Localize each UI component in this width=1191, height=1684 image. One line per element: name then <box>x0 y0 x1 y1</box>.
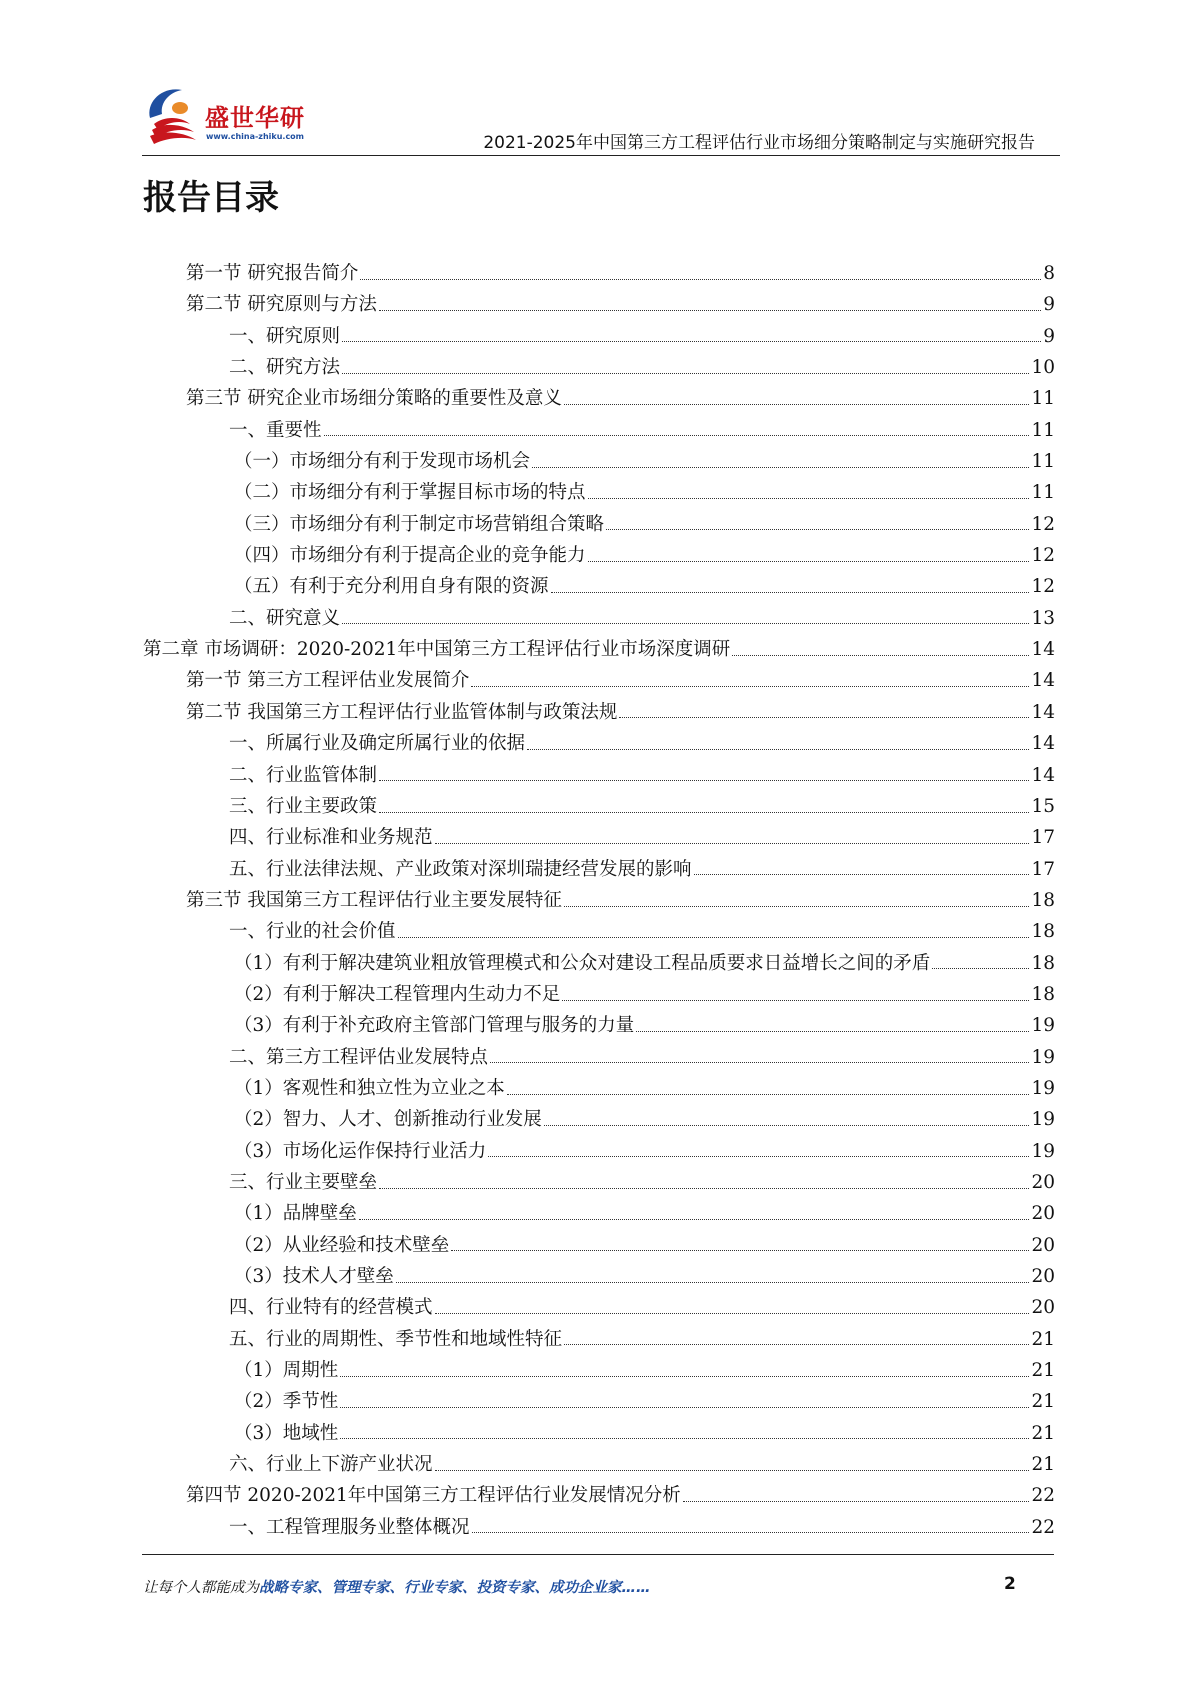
toc-entry-title: （3）市场化运作保持行业活力 <box>234 1140 487 1162</box>
toc-entry[interactable] <box>143 1199 1055 1230</box>
toc-entry[interactable] <box>143 1513 1055 1544</box>
logo-name: 盛世华研 <box>205 104 305 132</box>
toc-entry[interactable] <box>143 1137 1055 1168</box>
toc-leader-dots <box>379 811 1029 813</box>
toc-entry-page: 11 <box>1031 451 1055 473</box>
toc-entry-title: 二、研究意义 <box>229 607 341 629</box>
toc-entry-page: 13 <box>1031 607 1055 629</box>
toc-entry-page: 12 <box>1031 576 1055 598</box>
toc-entry[interactable] <box>143 1450 1055 1481</box>
toc-entry-title: 一、重要性 <box>229 419 322 441</box>
toc-entry-title: 六、行业上下游产业状况 <box>229 1454 433 1476</box>
toc-entry[interactable] <box>143 322 1055 353</box>
toc-entry[interactable] <box>143 510 1055 541</box>
toc-leader-dots <box>527 748 1029 750</box>
toc-entry-title: （2）有利于解决工程管理内生动力不足 <box>234 983 561 1005</box>
toc-leader-dots <box>324 434 1030 436</box>
toc-entry[interactable] <box>143 1011 1055 1042</box>
toc-leader-dots <box>340 1375 1029 1377</box>
toc-entry-title: 一、行业的社会价值 <box>229 921 396 943</box>
toc-leader-dots <box>472 1531 1030 1533</box>
page-number: 2 <box>1004 1574 1016 1594</box>
toc-leader-dots <box>564 403 1030 405</box>
toc-entry[interactable] <box>143 792 1055 823</box>
toc-entry[interactable] <box>143 353 1055 384</box>
toc-entry[interactable] <box>143 666 1055 697</box>
toc-entry[interactable] <box>143 1105 1055 1136</box>
toc-entry[interactable] <box>143 949 1055 980</box>
toc-entry-title: 一、研究原则 <box>229 325 341 347</box>
toc-entry-title: 一、所属行业及确定所属行业的依据 <box>229 733 526 755</box>
footer-slogan-prefix: 让每个人都能成为 <box>143 1580 259 1596</box>
toc-entry[interactable] <box>143 729 1055 760</box>
toc-entry-page: 21 <box>1031 1328 1055 1350</box>
toc-leader-dots <box>379 779 1029 781</box>
toc-entry-page: 21 <box>1031 1454 1055 1476</box>
toc-leader-dots <box>435 1469 1030 1471</box>
toc-entry-page: 22 <box>1031 1485 1055 1507</box>
toc-leader-dots <box>588 560 1030 562</box>
toc-entry[interactable] <box>143 635 1055 666</box>
toc-entry-page: 20 <box>1031 1171 1055 1193</box>
toc-entry-page: 21 <box>1031 1422 1055 1444</box>
toc-entry-page: 8 <box>1043 263 1055 284</box>
footer-slogan-highlight: 战略专家、管理专家、行业专家、投资专家、成功企业家…… <box>259 1580 651 1596</box>
page-title: 报告目录 <box>143 178 279 218</box>
toc-entry[interactable] <box>143 761 1055 792</box>
toc-leader-dots <box>398 936 1030 938</box>
toc-entry-page: 21 <box>1031 1360 1055 1382</box>
toc-entry[interactable] <box>143 604 1055 635</box>
toc-entry[interactable] <box>143 384 1055 415</box>
toc-entry-page: 19 <box>1031 1015 1055 1037</box>
toc-entry[interactable] <box>143 1168 1055 1199</box>
toc-entry-page: 22 <box>1031 1516 1055 1538</box>
toc-leader-dots <box>683 1500 1030 1502</box>
toc-leader-dots <box>564 1343 1029 1345</box>
toc-entry-title: （五）有利于充分利用自身有限的资源 <box>234 576 549 598</box>
toc-entry[interactable] <box>143 447 1055 478</box>
toc-entry[interactable] <box>143 698 1055 729</box>
toc-entry-title: （1）品牌壁垒 <box>234 1203 357 1225</box>
toc-entry[interactable] <box>143 541 1055 572</box>
toc-leader-dots <box>379 309 1041 311</box>
toc-entry-title: 二、研究方法 <box>229 357 341 379</box>
report-title: 2021-2025年中国第三方工程评估行业市场细分策略制定与实施研究报告 <box>483 133 1035 153</box>
toc-leader-dots <box>488 1155 1029 1157</box>
toc-leader-dots <box>342 340 1041 342</box>
toc-entry-page: 10 <box>1031 357 1055 379</box>
toc-leader-dots <box>360 278 1041 280</box>
toc-leader-dots <box>342 372 1029 374</box>
toc-entry-page: 12 <box>1031 545 1055 567</box>
toc-entry-title: （1）客观性和独立性为立业之本 <box>234 1077 505 1099</box>
toc-entry-title: 四、行业特有的经营模式 <box>229 1297 433 1319</box>
toc-leader-dots <box>732 654 1029 656</box>
toc-entry-page: 18 <box>1031 952 1055 974</box>
toc-entry[interactable] <box>143 416 1055 447</box>
toc-entry-page: 11 <box>1031 482 1055 504</box>
toc-entry[interactable] <box>143 1387 1055 1418</box>
toc-entry-title: 第三节 我国第三方工程评估行业主要发展特征 <box>186 889 562 911</box>
toc-entry[interactable] <box>143 823 1055 854</box>
toc-entry-page: 18 <box>1031 983 1055 1005</box>
toc-leader-dots <box>379 1187 1029 1189</box>
toc-entry[interactable] <box>143 1074 1055 1105</box>
toc-entry[interactable] <box>143 886 1055 917</box>
logo-url: www.china-zhiku.com <box>206 132 305 141</box>
toc-entry[interactable] <box>143 1293 1055 1324</box>
toc-entry-page: 17 <box>1031 827 1055 849</box>
toc-entry-page: 14 <box>1031 639 1055 661</box>
toc-entry-title: （3）技术人才壁垒 <box>234 1266 394 1287</box>
toc-leader-dots <box>396 1281 1030 1283</box>
toc-entry[interactable] <box>143 290 1055 321</box>
toc-entry-title: 第一节 第三方工程评估业发展简介 <box>186 670 470 692</box>
toc-entry-title: 三、行业主要政策 <box>229 795 378 817</box>
toc-entry-page: 14 <box>1031 733 1055 755</box>
toc-leader-dots <box>562 999 1029 1001</box>
toc-entry-page: 18 <box>1031 889 1055 911</box>
toc-entry-title: 第二节 我国第三方工程评估行业监管体制与政策法规 <box>186 701 618 723</box>
toc-entry-page: 19 <box>1031 1109 1055 1131</box>
toc-entry-title: （三）市场细分有利于制定市场营销组合策略 <box>234 513 605 535</box>
toc-leader-dots <box>636 1030 1029 1032</box>
toc-leader-dots <box>588 497 1030 499</box>
toc-entry[interactable] <box>143 1043 1055 1074</box>
toc-leader-dots <box>451 1249 1029 1251</box>
toc-entry-title: （二）市场细分有利于掌握目标市场的特点 <box>234 482 586 504</box>
footer-divider <box>142 1554 1054 1555</box>
toc-entry-title: （2）季节性 <box>234 1391 339 1413</box>
toc-entry-title: 第三节 研究企业市场细分策略的重要性及意义 <box>186 388 562 410</box>
toc-leader-dots <box>435 1312 1030 1314</box>
toc-leader-dots <box>551 591 1030 593</box>
toc-entry-title: 第四节 2020-2021年中国第三方工程评估行业发展情况分析 <box>186 1485 681 1507</box>
toc-leader-dots <box>507 1093 1030 1095</box>
toc-entry-page: 9 <box>1043 294 1055 316</box>
toc-entry-page: 11 <box>1031 388 1055 410</box>
toc-leader-dots <box>342 622 1029 624</box>
toc-leader-dots <box>606 528 1029 530</box>
toc-entry[interactable] <box>143 1262 1055 1293</box>
toc-entry-title: （2）智力、人才、创新推动行业发展 <box>234 1109 542 1131</box>
toc-leader-dots <box>932 967 1029 969</box>
toc-entry[interactable] <box>143 1419 1055 1450</box>
toc-entry-title: 四、行业标准和业务规范 <box>229 827 433 849</box>
toc-entry-title: （2）从业经验和技术壁垒 <box>234 1234 450 1256</box>
toc-entry[interactable] <box>143 1356 1055 1387</box>
toc-entry-page: 11 <box>1031 419 1055 441</box>
header-divider <box>142 155 1060 156</box>
toc-leader-dots <box>694 873 1030 875</box>
toc-leader-dots <box>490 1061 1029 1063</box>
page-header <box>0 0 1191 160</box>
toc-entry-page: 20 <box>1031 1266 1055 1287</box>
toc-entry-page: 19 <box>1031 1077 1055 1099</box>
toc-leader-dots <box>435 842 1030 844</box>
toc-entry-title: 三、行业主要壁垒 <box>229 1171 378 1193</box>
toc-entry-page: 12 <box>1031 513 1055 535</box>
company-logo <box>140 80 340 150</box>
toc-entry-page: 18 <box>1031 921 1055 943</box>
toc-entry-page: 20 <box>1031 1234 1055 1256</box>
toc-entry-page: 17 <box>1031 858 1055 880</box>
toc-entry-title: （四）市场细分有利于提高企业的竞争能力 <box>234 545 586 567</box>
toc-entry-title: （3）地域性 <box>234 1422 339 1444</box>
toc-entry-page: 9 <box>1043 325 1055 347</box>
toc-entry-page: 21 <box>1031 1391 1055 1413</box>
toc-entry-title: 二、第三方工程评估业发展特点 <box>229 1046 489 1068</box>
toc-leader-dots <box>532 466 1029 468</box>
toc-leader-dots <box>619 716 1029 718</box>
toc-entry-title: （1）周期性 <box>234 1360 339 1382</box>
table-of-contents <box>143 259 1055 1544</box>
toc-entry-title: 第二节 研究原则与方法 <box>186 294 377 316</box>
toc-leader-dots <box>544 1124 1030 1126</box>
logo-emblem-icon <box>140 80 206 146</box>
toc-entry[interactable] <box>143 1325 1055 1356</box>
toc-entry[interactable] <box>143 1481 1055 1512</box>
toc-leader-dots <box>471 685 1029 687</box>
toc-entry[interactable] <box>143 855 1055 886</box>
toc-entry-page: 19 <box>1031 1046 1055 1068</box>
toc-entry-page: 14 <box>1031 701 1055 723</box>
toc-entry-title: 二、行业监管体制 <box>229 764 378 786</box>
toc-entry-page: 15 <box>1031 795 1055 817</box>
footer-slogan <box>143 1576 651 1597</box>
toc-entry[interactable] <box>143 259 1055 290</box>
toc-entry-title: 五、行业的周期性、季节性和地域性特征 <box>229 1328 563 1350</box>
toc-entry-title: （3）有利于补充政府主管部门管理与服务的力量 <box>234 1015 635 1037</box>
toc-entry-page: 19 <box>1031 1140 1055 1162</box>
toc-entry-page: 14 <box>1031 764 1055 786</box>
toc-entry-title: （1）有利于解决建筑业粗放管理模式和公众对建设工程品质要求日益增长之间的矛盾 <box>234 952 931 974</box>
toc-entry-title: 第二章 市场调研：2020-2021年中国第三方工程评估行业市场深度调研 <box>143 639 731 661</box>
toc-entry-title: 一、工程管理服务业整体概况 <box>229 1516 470 1538</box>
toc-leader-dots <box>359 1218 1030 1220</box>
toc-entry-page: 14 <box>1031 670 1055 692</box>
toc-entry-title: （一）市场细分有利于发现市场机会 <box>234 451 531 473</box>
toc-entry[interactable] <box>143 478 1055 509</box>
toc-entry-page: 20 <box>1031 1297 1055 1319</box>
toc-entry[interactable] <box>143 917 1055 948</box>
toc-leader-dots <box>340 1406 1029 1408</box>
toc-entry[interactable] <box>143 1231 1055 1262</box>
toc-entry[interactable] <box>143 980 1055 1011</box>
toc-entry[interactable] <box>143 572 1055 603</box>
toc-entry-title: 五、行业法律法规、产业政策对深圳瑞捷经营发展的影响 <box>229 858 692 880</box>
toc-leader-dots <box>564 905 1030 907</box>
toc-entry-page: 20 <box>1031 1203 1055 1225</box>
toc-entry-title: 第一节 研究报告简介 <box>186 263 359 284</box>
toc-leader-dots <box>340 1437 1029 1439</box>
